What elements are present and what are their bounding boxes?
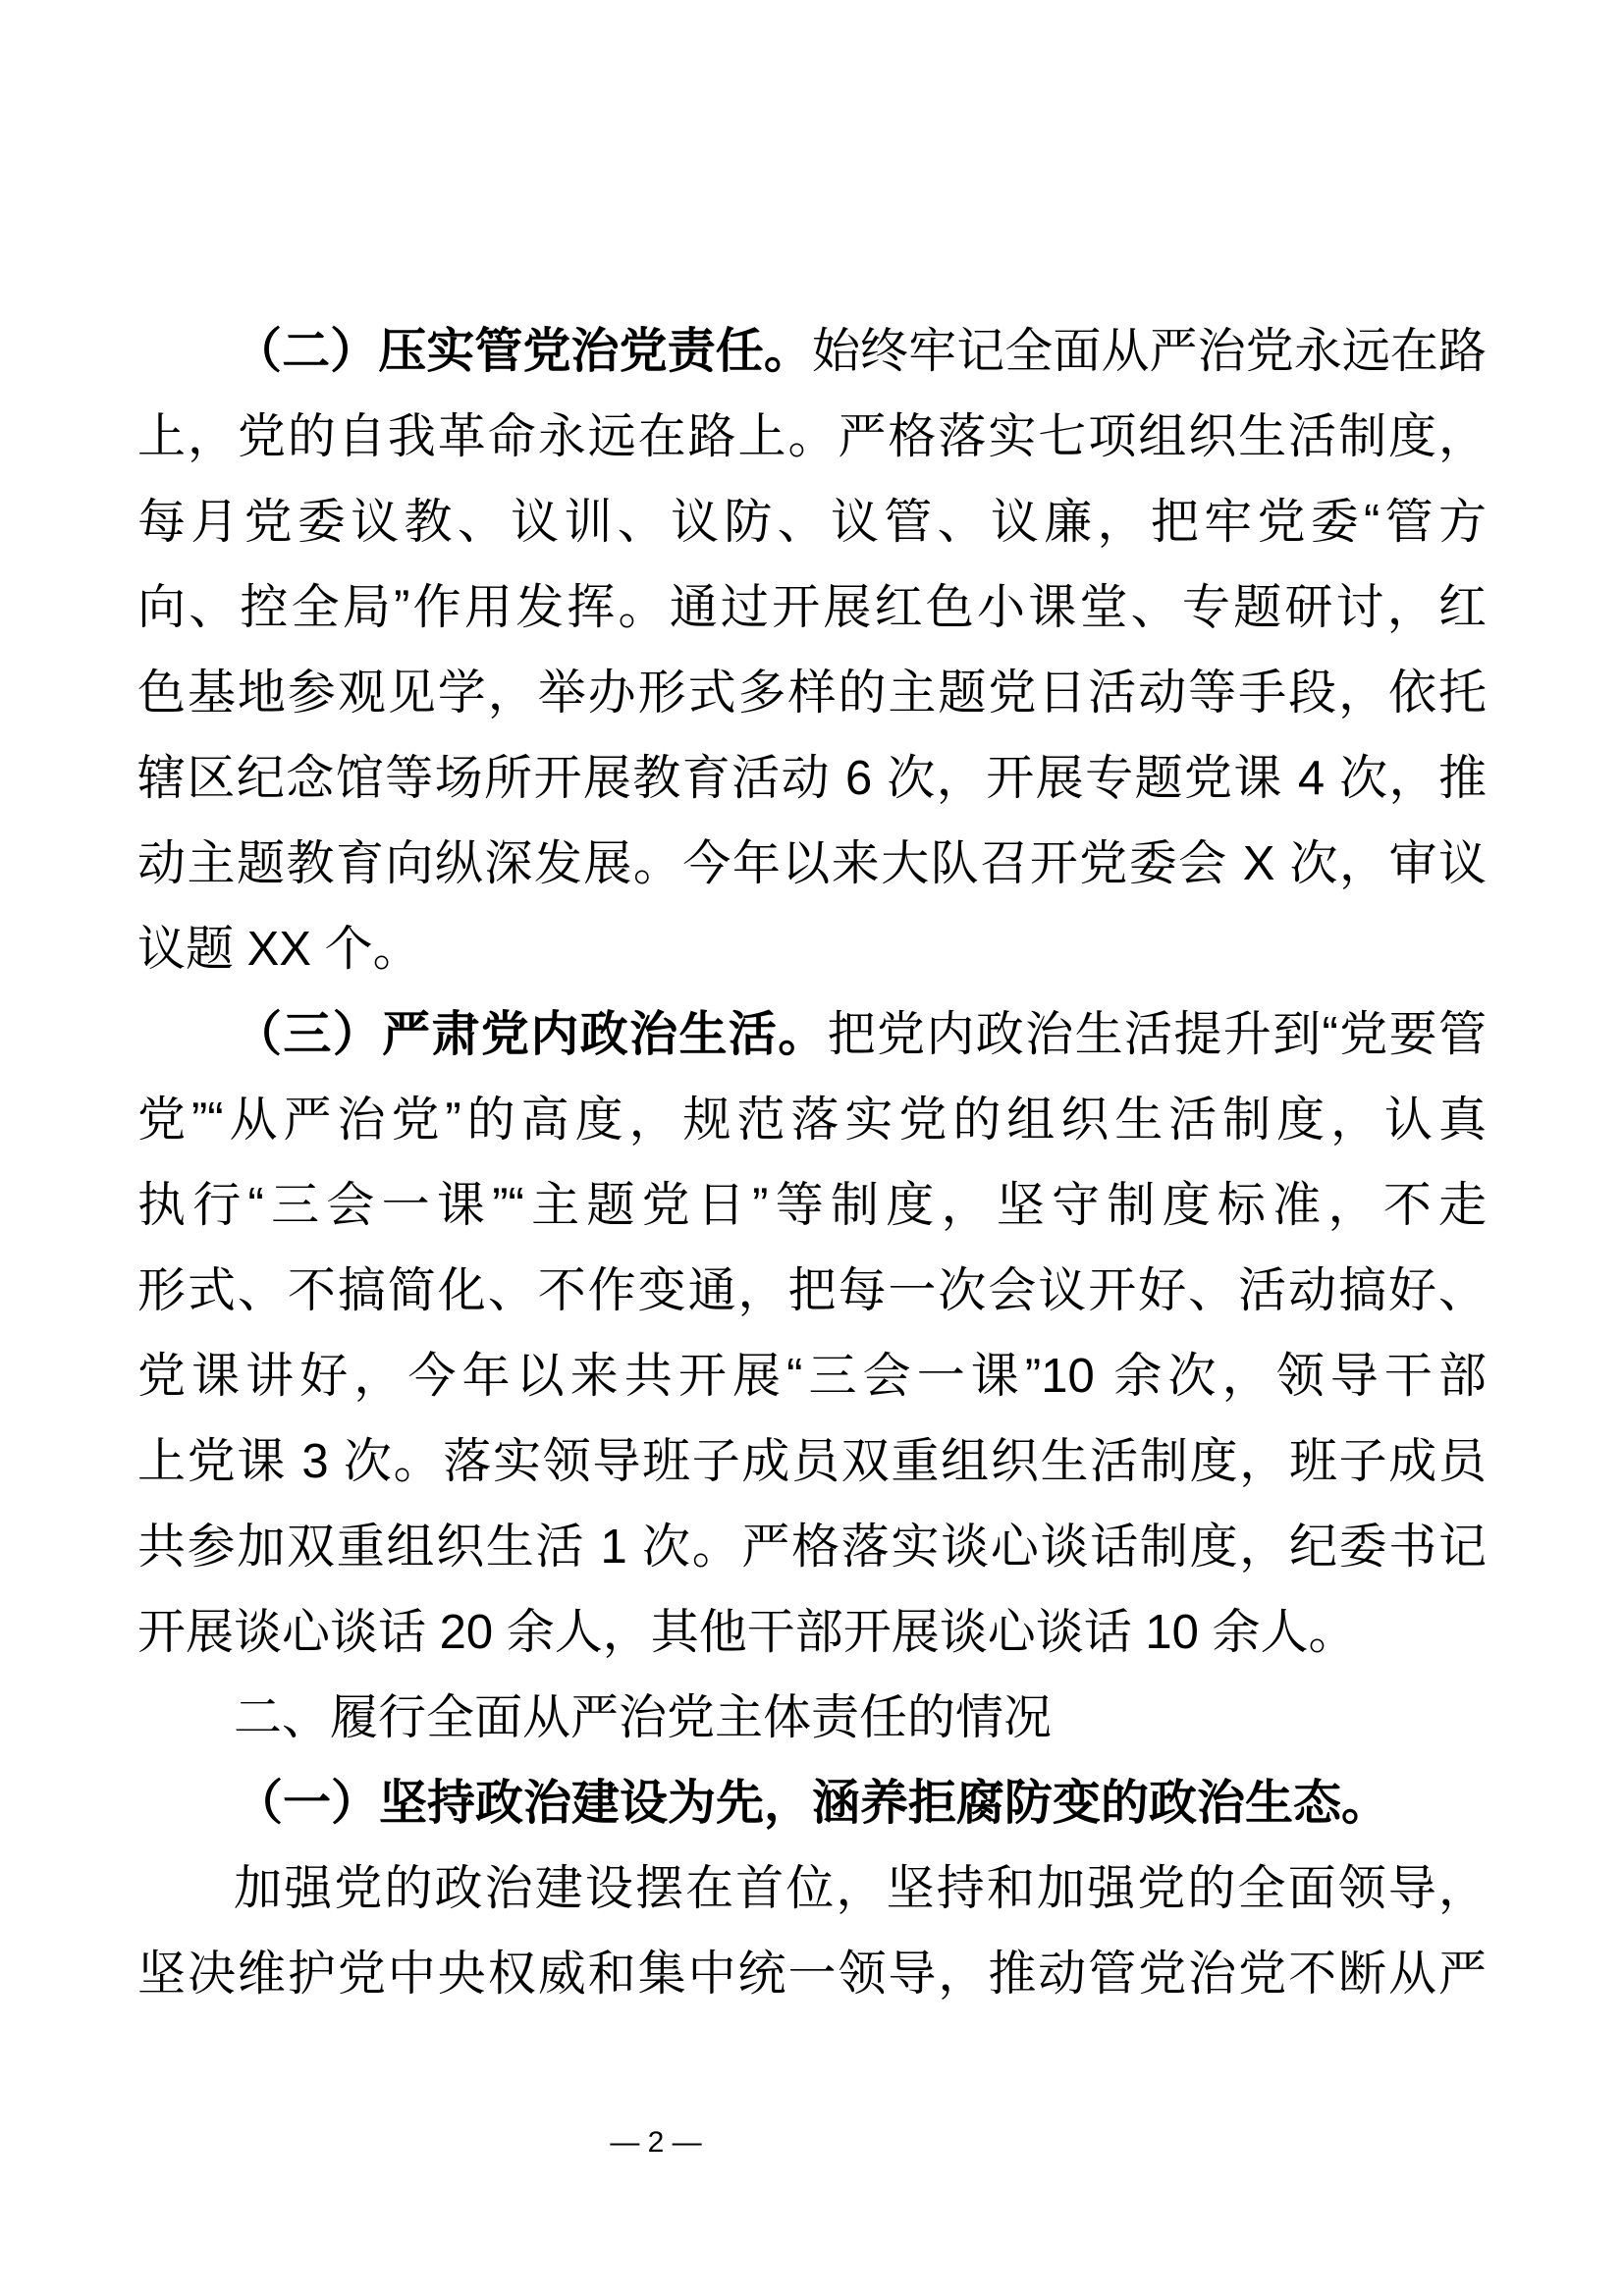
- text-line: [137, 1078, 1487, 1163]
- text-line: [137, 1932, 1487, 2017]
- text-run: 二、履行全面从严治党主体责任的情况: [234, 1691, 1053, 1744]
- paragraph: [137, 309, 1487, 992]
- heading-run: （一）坚持政治建设为先，涵养拒腐防变的政治生态。: [234, 1777, 1389, 1830]
- text-run: 坚决维护党中央权威和集中统一领导，推动管党治党不断从严: [137, 1948, 1487, 2001]
- text-line: [137, 395, 1487, 480]
- text-line: [137, 480, 1487, 565]
- text-run: 议题 XX 个。: [137, 923, 421, 976]
- text-run: 始终牢记全面从严治党永远在路: [811, 325, 1487, 378]
- text-run: 执行“三会一课”“主题党日”等制度，坚守制度标准，不走: [137, 1179, 1487, 1232]
- text-line: [137, 1846, 1487, 1932]
- text-line: [137, 1249, 1487, 1334]
- paragraph: [137, 1846, 1487, 2017]
- text-run: 每月党委议教、议训、议防、议管、议廉，把牢党委“管方: [137, 496, 1487, 549]
- text-line: [137, 1590, 1487, 1676]
- text-line: [137, 1505, 1487, 1590]
- text-run: 上，党的自我革命永远在路上。严格落实七项组织生活制度，: [137, 410, 1487, 463]
- text-line: [137, 309, 1487, 395]
- text-line: [137, 565, 1487, 651]
- text-line: [137, 907, 1487, 992]
- text-line: [137, 1676, 1487, 1761]
- text-run: 党”“从严治党”的高度，规范落实党的组织生活制度，认真: [137, 1094, 1487, 1147]
- text-run: 开展谈心谈话 20 余人，其他干部开展谈心谈话 10 余人。: [137, 1606, 1357, 1659]
- text-run: 共参加双重组织生活 1 次。严格落实谈心谈话制度，纪委书记: [137, 1521, 1487, 1574]
- text-line: [137, 651, 1487, 736]
- text-line: [137, 1419, 1487, 1505]
- paragraph: [137, 1676, 1487, 1761]
- document-body: [137, 309, 1487, 2017]
- paragraph: [137, 1761, 1487, 1846]
- text-line: [137, 1334, 1487, 1419]
- text-line: [137, 1163, 1487, 1249]
- text-run: 色基地参观见学，举办形式多样的主题党日活动等手段，依托: [137, 667, 1487, 720]
- text-run: 形式、不搞简化、不作变通，把每一次会议开好、活动搞好、: [137, 1264, 1487, 1317]
- text-run: 加强党的政治建设摆在首位，坚持和加强党的全面领导，: [234, 1862, 1487, 1915]
- text-line: [137, 822, 1487, 907]
- text-run: 辖区纪念馆等场所开展教育活动 6 次，开展专题党课 4 次，推: [137, 752, 1487, 805]
- text-line: [137, 736, 1487, 822]
- page-number: — 2 —: [610, 2126, 702, 2159]
- text-run: 上党课 3 次。落实领导班子成员双重组织生活制度，班子成员: [137, 1435, 1487, 1488]
- text-run: 把党内政治生活提升到“党要管: [827, 1008, 1487, 1061]
- text-line: [137, 1761, 1487, 1846]
- heading-run: （二）压实管党治党责任。: [234, 325, 812, 378]
- heading-run: （三）严肃党内政治生活。: [234, 1008, 828, 1061]
- text-line: [137, 992, 1487, 1078]
- paragraph: [137, 992, 1487, 1676]
- text-run: 党课讲好，今年以来共开展“三会一课”10 余次，领导干部: [137, 1350, 1487, 1403]
- text-run: 向、控全局”作用发挥。通过开展红色小课堂、专题研讨，红: [137, 581, 1487, 634]
- text-run: 动主题教育向纵深发展。今年以来大队召开党委会 X 次，审议: [137, 837, 1487, 890]
